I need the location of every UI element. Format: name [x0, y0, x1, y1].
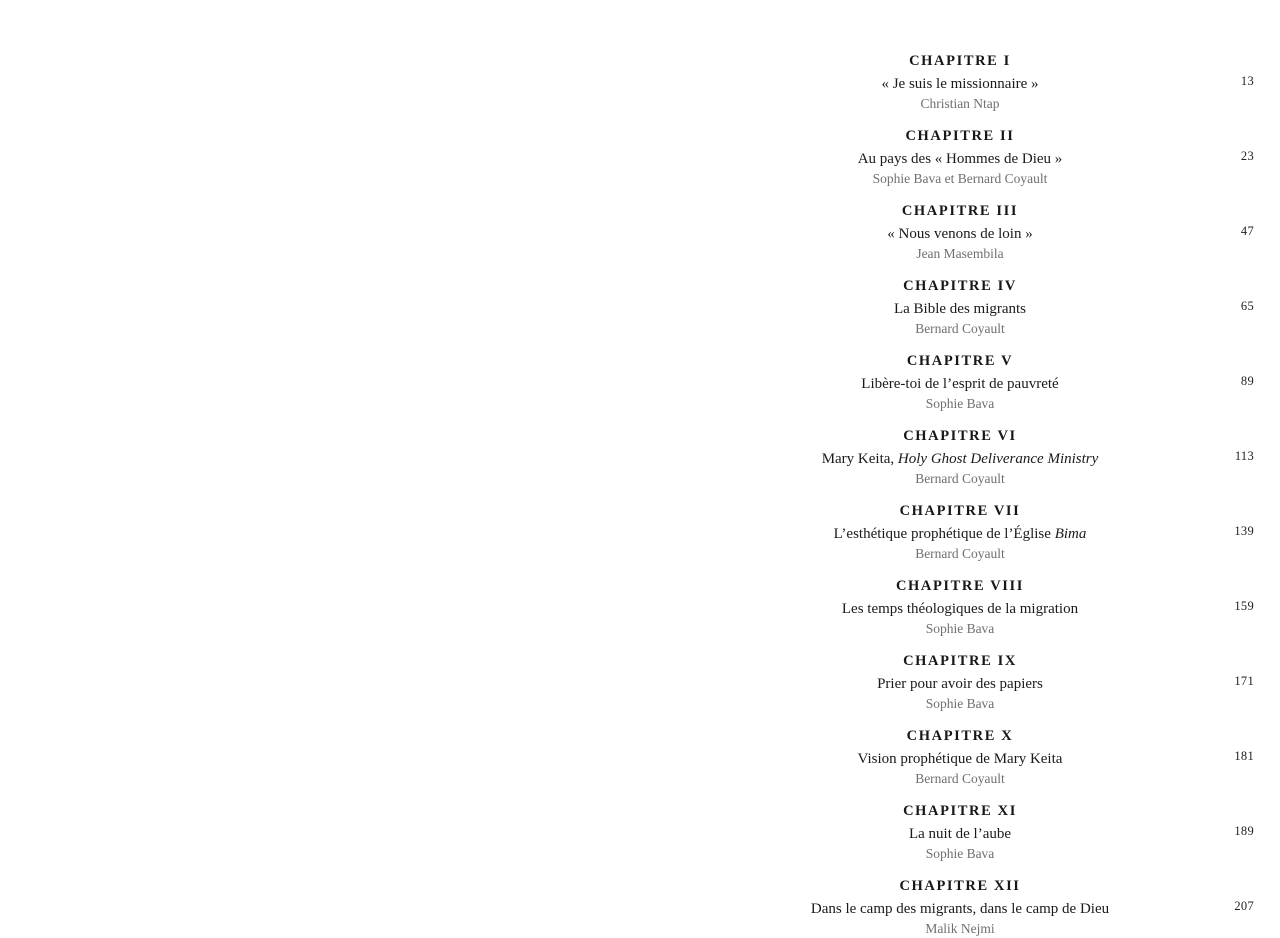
toc-entry[interactable]	[640, 202, 1280, 263]
toc-entry-title-text: Mary Keita,	[821, 450, 898, 467]
toc-entry-chapter-label: CHAPITRE IV	[903, 278, 1017, 295]
toc-entry-title-text: « Je suis le missionnaire »	[881, 75, 1039, 92]
toc-entry-chapter-label: CHAPITRE I	[909, 53, 1011, 69]
toc-entry-author: Sophie Bava et Bernard Coyault	[872, 170, 1048, 186]
toc-entry-title	[640, 149, 1280, 169]
toc-entry-title-italic: Bima	[1054, 525, 1087, 542]
toc-entry-author: Sophie Bava	[925, 621, 995, 637]
toc-entry-title	[640, 449, 1280, 469]
toc-entry-author: Sophie Bava	[925, 846, 995, 862]
toc-entry-title	[640, 524, 1280, 544]
toc-entry-author: Sophie Bava	[925, 696, 995, 712]
toc-entry-title	[640, 74, 1280, 94]
toc-entry-chapter-label: CHAPITRE IX	[903, 653, 1017, 670]
toc-entry-title	[640, 299, 1280, 319]
toc-entry-page-number: 89	[1240, 374, 1254, 389]
toc-entry-title	[640, 599, 1280, 619]
toc-entry[interactable]	[640, 352, 1280, 413]
toc-entry-chapter-label: CHAPITRE XI	[903, 803, 1017, 820]
toc-entry-chapter-label: CHAPITRE XII	[899, 878, 1021, 895]
toc-entry-author: Bernard Coyault	[915, 546, 1005, 561]
toc-entry-chapter-label: CHAPITRE VI	[903, 428, 1017, 445]
toc-entry-title-text: « Nous venons de loin »	[887, 225, 1033, 242]
toc-entry-title	[640, 674, 1280, 694]
toc-entry-title-text: Prier pour avoir des papiers	[877, 675, 1043, 692]
toc-entry[interactable]	[640, 52, 1280, 113]
toc-entry-author: Bernard Coyault	[915, 771, 1005, 787]
toc-entry-page-number: 159	[1234, 599, 1254, 614]
toc-entry-page-number: 171	[1234, 674, 1254, 689]
toc-entry-chapter-label: CHAPITRE II	[905, 128, 1015, 145]
toc-entry-page-number: 65	[1240, 299, 1254, 314]
toc-entry-title-text: La nuit de l’aube	[908, 825, 1012, 842]
toc-entry-chapter-label: CHAPITRE VIII	[895, 578, 1025, 595]
toc-entry-page-number: 113	[1234, 449, 1254, 464]
toc-entry-author: Bernard Coyault	[915, 470, 1005, 486]
toc-entry[interactable]	[640, 577, 1280, 638]
toc-entry-title-text: Les temps théologiques de la migration	[841, 600, 1079, 617]
toc-entry[interactable]	[640, 877, 1280, 938]
toc-entry-title-text: Dans le camp des migrants, dans le camp de Dieu	[810, 900, 1110, 917]
toc-entry[interactable]	[640, 802, 1280, 863]
toc-entry-chapter-label: CHAPITRE V	[906, 353, 1014, 370]
toc-entry-page-number: 139	[1234, 524, 1254, 539]
toc-entry-page-number: 13	[1240, 74, 1254, 88]
toc-entry-list	[640, 0, 1280, 938]
table-of-contents	[640, 0, 1280, 937]
toc-entry-title-text: L’esthétique prophétique de l’Église	[833, 525, 1055, 542]
toc-entry-author: Bernard Coyault	[915, 320, 1005, 336]
toc-entry-title	[640, 899, 1280, 919]
toc-entry-chapter-label: CHAPITRE X	[906, 728, 1014, 745]
toc-entry[interactable]	[640, 127, 1280, 188]
toc-entry-title	[640, 749, 1280, 769]
toc-entry[interactable]	[640, 427, 1280, 488]
toc-entry-page-number: 189	[1234, 824, 1254, 839]
toc-entry[interactable]	[640, 502, 1280, 563]
toc-entry-title-italic: Holy Ghost Deliverance Ministry	[897, 450, 1099, 467]
toc-entry-chapter-label: CHAPITRE VII	[899, 503, 1021, 520]
toc-entry-title-text: Libère-toi de l’esprit de pauvreté	[861, 375, 1059, 392]
toc-entry-page-number: 47	[1240, 224, 1254, 239]
toc-entry-author: Jean Masembila	[916, 245, 1004, 261]
toc-entry-author: Christian Ntap	[920, 95, 1000, 111]
toc-entry-author: Malik Nejmi	[925, 921, 995, 937]
toc-entry-title	[640, 374, 1280, 394]
toc-entry[interactable]	[640, 652, 1280, 713]
toc-entry-page-number: 23	[1240, 149, 1254, 164]
toc-entry-title	[640, 824, 1280, 844]
toc-entry-title-text: Au pays des « Hommes de Dieu »	[857, 150, 1063, 167]
toc-entry[interactable]	[640, 277, 1280, 338]
toc-entry-chapter-label: CHAPITRE III	[901, 203, 1019, 220]
toc-entry-title-text: La Bible des migrants	[893, 300, 1027, 317]
toc-entry-author: Sophie Bava	[925, 395, 995, 411]
toc-entry-title-text: Vision prophétique de Mary Keita	[857, 750, 1063, 767]
toc-entry-title	[640, 224, 1280, 244]
toc-entry[interactable]	[640, 727, 1280, 788]
toc-entry-page-number: 207	[1234, 899, 1254, 914]
toc-entry-page-number: 181	[1234, 749, 1254, 764]
